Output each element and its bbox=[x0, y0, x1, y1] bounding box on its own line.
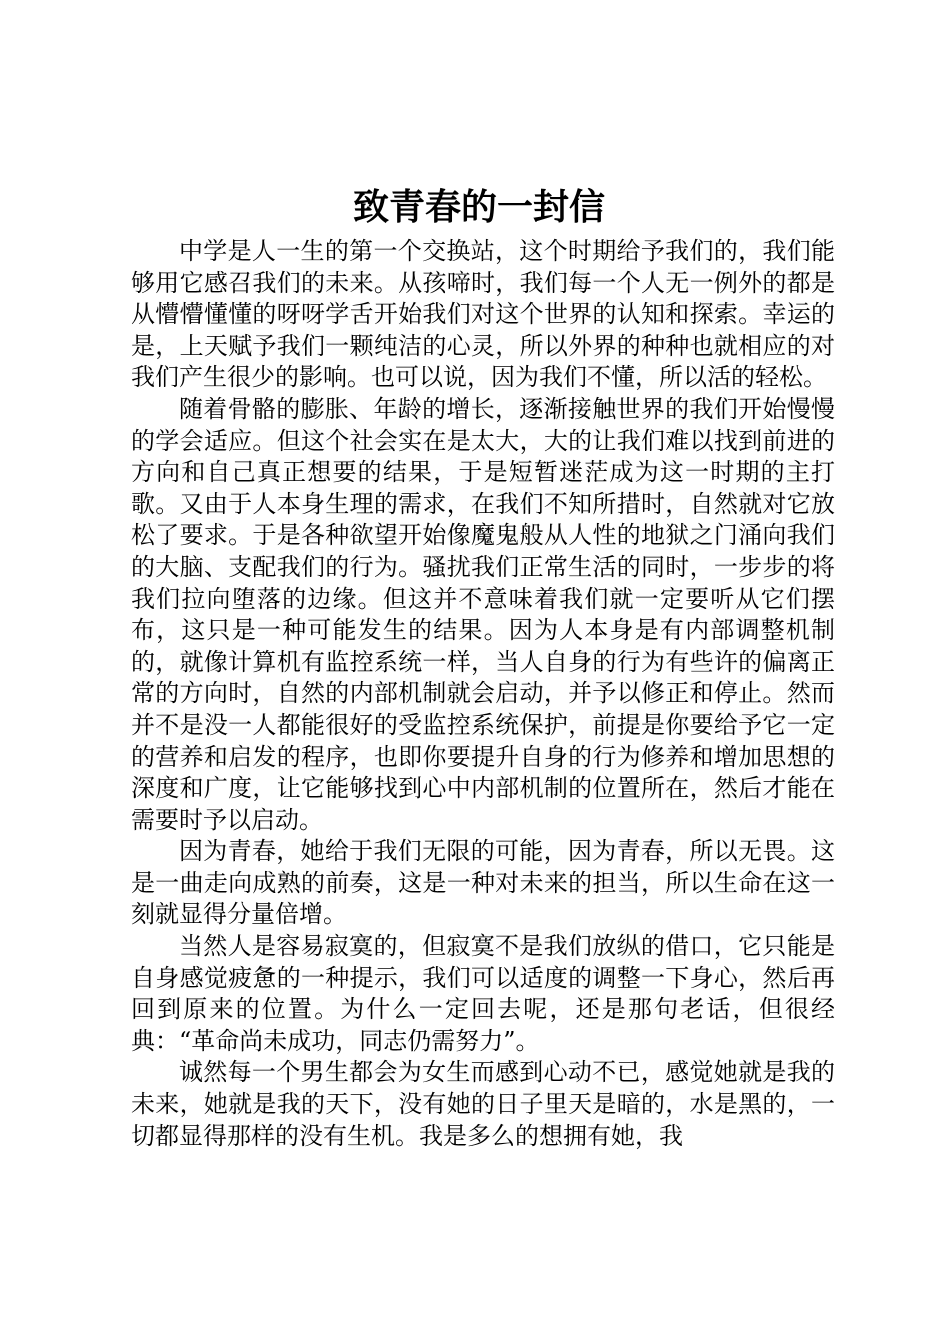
paragraph-5: 诚然每一个男生都会为女生而感到心动不已，感觉她就是我的未来，她就是我的天下，没有她的日子里天是暗的，水是黑的，一切都显得那样的没有生机。我是多么的想拥有她，我 bbox=[131, 1058, 835, 1150]
paragraph-2: 随着骨骼的膨胀、年龄的增长，逐渐接触世界的我们开始慢慢的学会适应。但这个社会实在是太大，大的让我们难以找到前进的方向和自己真正想要的结果，于是短暂迷茫成为这一时期的主打歌。又由于人本身生理的需求，在我们不知所措时，自然就对它放松了要求。于是各种欲望开始像魔鬼般从人性的地狱之门涌向我们的大脑、支配我们的行为。骚扰我们正常生活的同时，一步步的将我们拉向堕落的边缘。但这并不意味着我们就一定要听从它们摆布，这只是一种可能发生的结果。因为人本身是有内部调整机制的，就像计算机有监控系统一样，当人自身的行为有些许的偏离正常的方向时，自然的内部机制就会启动，并予以修正和停止。然而并不是没一人都能很好的受监控系统保护，前提是你要给予它一定的营养和启发的程序，也即你要提升自身的行为修养和增加思想的深度和广度，让它能够找到心中内部机制的位置所在，然后才能在需要时予以启动。 bbox=[131, 394, 835, 834]
paragraph-3: 因为青春，她给于我们无限的可能，因为青春，所以无畏。这是一曲走向成熟的前奏，这是一种对未来的担当，所以生命在这一刻就显得分量倍增。 bbox=[131, 837, 835, 929]
document-title: 致青春的一封信 bbox=[352, 186, 605, 228]
paragraph-4: 当然人是容易寂寞的，但寂寞不是我们放纵的借口，它只能是自身感觉疲惫的一种提示，我们可以适度的调整一下身心，然后再回到原来的位置。为什么一定回去呢，还是那句老话，但很经典：“革命尚未成功，同志仍需努力”。 bbox=[131, 932, 835, 1055]
document-body bbox=[131, 236, 835, 1152]
paragraph-1: 中学是人一生的第一个交换站，这个时期给予我们的，我们能够用它感召我们的未来。从孩啼时，我们每一个人无一例外的都是从懵懵懂懂的呀呀学舌开始我们对这个世界的认知和探索。幸运的是，上天赋予我们一颗纯洁的心灵，所以外界的种种也就相应的对我们产生很少的影响。也可以说，因为我们不懂，所以活的轻松。 bbox=[131, 237, 835, 392]
